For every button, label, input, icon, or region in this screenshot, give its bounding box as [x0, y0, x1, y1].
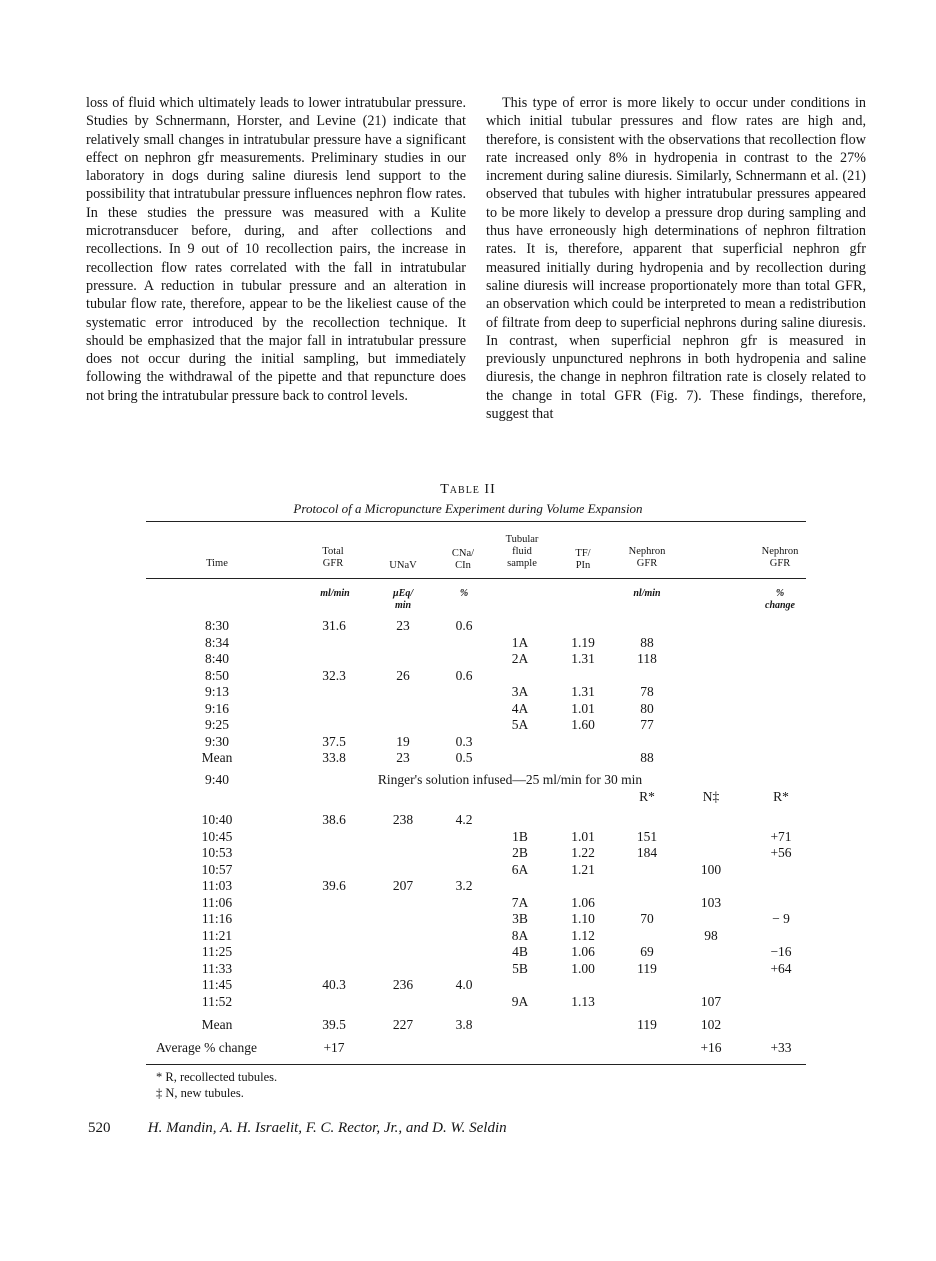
table-cell-cna-cin: 4.0 — [455, 977, 473, 992]
table-cell-nephron-gfr-change: +56 — [770, 845, 792, 860]
table-cell-cna-cin: 0.3 — [455, 733, 473, 749]
table-cell-time: 9:30 — [204, 733, 229, 749]
table-cell-nephron-gfr-recollected: 69 — [640, 944, 654, 959]
table-bottom-rule — [146, 1064, 806, 1065]
page-footer — [88, 1120, 507, 1137]
table-cell-unav: 26 — [396, 667, 410, 683]
table-cell-unav: 23 — [396, 750, 410, 765]
unit-unav: µEq/ min — [392, 588, 414, 611]
table-cell-nephron-gfr-change: +71 — [770, 828, 792, 844]
table-cell-time: 10:45 — [201, 828, 233, 844]
footnote: ‡ N, new tubules. — [156, 1086, 244, 1100]
footer-authors: H. Mandin, A. H. Israelit, F. C. Rector, Jr., and D. W. Seldin — [147, 1120, 507, 1136]
unit-nephron-gfr: nl/min — [633, 588, 661, 599]
table-cell-sample: 9A — [511, 993, 529, 1009]
table-cell-nephron-gfr-change: −16 — [770, 944, 792, 959]
table-cell-time: 11:06 — [201, 894, 233, 910]
infusion-note: Ringer's solution infused—25 ml/min for 30 min — [377, 772, 643, 787]
table-cell-sample: 7A — [511, 894, 529, 910]
table-top-rule — [146, 521, 806, 522]
table-cell-time: 10:53 — [201, 845, 233, 860]
mean-cna-cin: 3.8 — [455, 1017, 473, 1032]
body-text-right-column — [486, 94, 866, 423]
table-cell-unav: 23 — [396, 618, 410, 633]
table-cell-cna-cin: 3.2 — [455, 878, 473, 893]
header-time: Time — [206, 558, 228, 569]
table-cell-total-gfr: 31.6 — [322, 618, 346, 633]
subheader-new: N‡ — [702, 789, 720, 804]
table-cell-sample: 6A — [511, 861, 529, 877]
table-cell-tf-pin: 1.31 — [571, 651, 595, 666]
table-cell-time: 11:52 — [201, 993, 233, 1009]
table-cell-cna-cin: 0.6 — [455, 667, 473, 683]
subheader-recollected-change: R* — [773, 789, 789, 804]
table-cell-nephron-gfr-new: 107 — [700, 993, 722, 1009]
table-cell-nephron-gfr-recollected: 70 — [640, 911, 654, 926]
table-cell-nephron-gfr: 78 — [640, 684, 654, 699]
unit-cna-cin: % — [459, 588, 469, 599]
table-cell-sample: 5B — [512, 960, 528, 976]
table-cell-total-gfr: 39.6 — [322, 878, 346, 893]
body-text-left-column — [86, 94, 466, 405]
header-cna-cin: CNa/ CIn — [451, 548, 475, 571]
table-cell-time: 10:40 — [201, 812, 233, 827]
footnote: * R, recollected tubules. — [156, 1070, 278, 1084]
table-cell-nephron-gfr-recollected: 119 — [637, 960, 657, 976]
table-cell-time: 9:13 — [204, 684, 229, 699]
header-nephron-gfr-change: Nephron GFR — [761, 546, 799, 569]
page-number: 520 — [88, 1120, 111, 1136]
table-cell-tf-pin: 1.01 — [571, 700, 595, 716]
table-cell-tf-pin: 1.60 — [571, 717, 595, 732]
table-cell-tf-pin: 1.13 — [571, 993, 595, 1009]
table-cell-nephron-gfr: 80 — [640, 700, 654, 716]
header-nephron-gfr: Nephron GFR — [628, 546, 666, 569]
table-cell-time: 11:21 — [201, 927, 233, 943]
table-cell-tf-pin: 1.31 — [571, 684, 595, 699]
table-title: Table II — [440, 482, 496, 497]
mean-label: Mean — [201, 1017, 233, 1032]
table-cell-sample: 1A — [511, 634, 529, 650]
average-change-total-gfr: +17 — [323, 1040, 345, 1055]
table-cell-unav: 207 — [392, 878, 414, 893]
table-cell-nephron-gfr-change: +64 — [770, 960, 792, 976]
table-cell-unav: 238 — [392, 812, 414, 827]
average-change-new: +16 — [700, 1040, 722, 1055]
table-cell-time: 8:50 — [204, 667, 229, 683]
table-cell-tf-pin: 1.22 — [571, 845, 595, 860]
table-cell-tf-pin: 1.12 — [571, 927, 595, 943]
table-cell-tf-pin: 1.01 — [571, 828, 595, 844]
table-cell-tf-pin: 1.06 — [571, 944, 595, 959]
header-total-gfr: Total GFR — [322, 546, 344, 569]
table-cell-nephron-gfr-new: 98 — [704, 927, 718, 943]
average-change-recollected: +33 — [770, 1040, 792, 1055]
table-cell-nephron-gfr-change: − 9 — [772, 911, 790, 926]
table-cell-sample: 2B — [512, 845, 528, 860]
table-cell-cna-cin: 4.2 — [455, 812, 473, 827]
table-cell-nephron-gfr: 88 — [640, 634, 654, 650]
table-cell-sample: 3A — [511, 684, 529, 699]
mean-unav: 227 — [392, 1017, 414, 1032]
table-cell-total-gfr: 37.5 — [322, 733, 346, 749]
table-cell-nephron-gfr-recollected: 184 — [636, 845, 658, 860]
table-cell-total-gfr: 38.6 — [322, 812, 346, 827]
table-cell-tf-pin: 1.10 — [571, 911, 595, 926]
mean-nephron-gfr-new: 102 — [700, 1017, 722, 1032]
table-cell-nephron-gfr: 77 — [640, 717, 654, 732]
header-unav: UNaV — [389, 560, 417, 571]
table-cell-nephron-gfr: 118 — [637, 651, 657, 666]
table-cell-tf-pin: 1.00 — [571, 960, 595, 976]
table-cell-sample: 2A — [511, 651, 529, 666]
table-cell-time: 8:40 — [204, 651, 229, 666]
table-cell-time: 11:03 — [201, 878, 233, 893]
table-cell-time: 11:16 — [201, 911, 233, 926]
mean-total-gfr: 39.5 — [322, 1017, 346, 1032]
table-cell-nephron-gfr-recollected: 151 — [636, 828, 658, 844]
table-cell-time: 10:57 — [201, 861, 233, 877]
table-cell-unav: 19 — [396, 733, 410, 749]
average-change-label: Average % change — [156, 1040, 257, 1055]
table-cell-sample: 1B — [512, 828, 528, 844]
table-cell-time: 8:30 — [204, 618, 229, 633]
table-cell-time: 9:16 — [204, 700, 229, 716]
header-tf-pin: TF/ PIn — [575, 548, 591, 571]
table-cell-total-gfr: 33.8 — [322, 750, 346, 765]
unit-total-gfr: ml/min — [320, 588, 350, 599]
paragraph-left: loss of fluid which ultimately leads to lower intratubular pressure. Studies by Schnermann, Horster, and Levine (21) indicate that relatively small changes in intratubular pressure have a significant effect on nephron gfr measurements. Preliminary studies in our laboratory in dogs during saline diuresis lend support to the possibility that intratubular pressure influences nephron flow rates. In these studies the pressure was measured with a Kulite microtransducer before, during, and after collections and recollections. In 9 out of 10 recollection pairs, the increase in recollection flow rates correlated with the fall in intratubular pressure. A reduction in tubular pressure and an alteration in tubular flow rate, therefore, appear to be the likeliest cause of the systematic error introduced by the recollection technique. It should be emphasized that the major fall in intratubular pressure does not occur during the initial sampling, but immediately following the withdrawal of the pipette and that repuncture does not bring the intratubular pressure back to control levels. — [86, 95, 466, 404]
table-cell-time: 9:25 — [204, 717, 229, 732]
table-cell-tf-pin: 1.19 — [571, 634, 595, 650]
table-cell-unav: 236 — [392, 977, 414, 992]
table-cell-sample: 4B — [512, 944, 528, 959]
table-cell-nephron-gfr: 88 — [640, 750, 654, 765]
table-cell-time: Mean — [201, 750, 233, 765]
table-cell-nephron-gfr-new: 100 — [700, 861, 722, 877]
infusion-time: 9:40 — [204, 772, 229, 787]
paragraph-right: This type of error is more likely to occur under conditions in which initial tubular pressures and flow rates are high and, therefore, is consistent with the observations that recollection flow rate increased only 8% in hydropenia in contrast to the 27% increment during saline diuresis. Similarly, Schnermann et al. (21) observed that tubules with higher intratubular pressures appeared to be more likely to develop a pressure drop during sampling and thus have erroneously high determinations of nephron filtration rates. It is, therefore, apparent that superficial nephron gfr measured initially during hydropenia and by recollection during saline diuresis will increase proportionately more than total GFR, an observation which could be interpreted to mean a redistribution of filtrate from deep to superficial nephrons during saline diuresis. In contrast, when superficial nephron gfr is measured in previously unpunctured nephrons in both hydropenia and saline diuresis, the change in nephron filtration rate is closely related to the change in total GFR (Fig. 7). These findings, therefore, suggest that — [486, 95, 866, 423]
table-cell-time: 11:45 — [201, 977, 233, 992]
table-header-rule — [146, 578, 806, 579]
table-cell-time: 8:34 — [204, 634, 229, 650]
table-cell-time: 11:33 — [201, 960, 233, 976]
header-tubular-fluid-sample: Tubular fluid sample — [505, 534, 539, 569]
table-cell-cna-cin: 0.6 — [455, 618, 473, 633]
table-subtitle: Protocol of a Micropuncture Experiment during Volume Expansion — [293, 501, 643, 516]
unit-nephron-gfr-change: % change — [765, 588, 795, 611]
subheader-recollected: R* — [639, 789, 655, 804]
table-cell-total-gfr: 40.3 — [322, 977, 346, 992]
table-cell-sample: 3B — [512, 911, 528, 926]
table-cell-sample: 5A — [511, 717, 529, 732]
table-cell-total-gfr: 32.3 — [322, 667, 346, 683]
table-cell-cna-cin: 0.5 — [455, 750, 473, 765]
table-cell-tf-pin: 1.21 — [571, 861, 595, 877]
table-cell-sample: 4A — [511, 700, 529, 716]
table-cell-nephron-gfr-new: 103 — [700, 894, 722, 910]
table-cell-tf-pin: 1.06 — [571, 894, 595, 910]
table-cell-time: 11:25 — [201, 944, 233, 959]
table-cell-sample: 8A — [511, 927, 529, 943]
mean-nephron-gfr-recollected: 119 — [637, 1017, 657, 1032]
